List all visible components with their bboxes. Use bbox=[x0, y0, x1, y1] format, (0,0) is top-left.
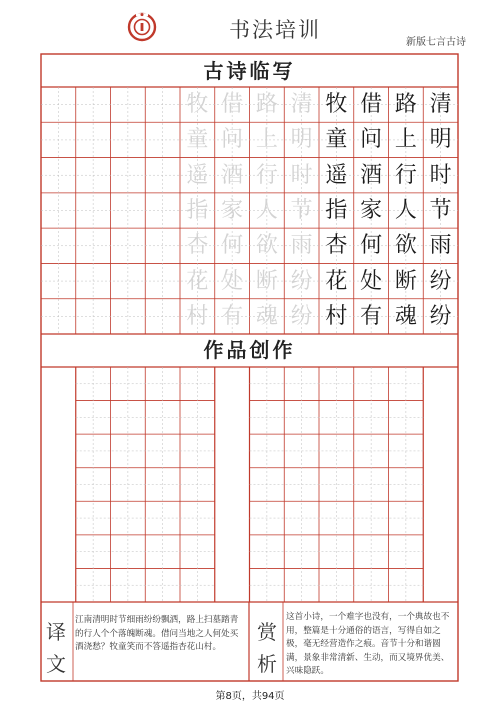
trace-character: 雨 bbox=[290, 233, 313, 259]
model-character: 问 bbox=[360, 127, 383, 153]
model-character: 处 bbox=[360, 268, 383, 294]
trace-character: 何 bbox=[221, 233, 244, 259]
model-character: 纷 bbox=[429, 268, 452, 294]
model-character: 家 bbox=[360, 198, 383, 223]
model-character: 花 bbox=[325, 268, 348, 294]
trace-character: 有 bbox=[221, 303, 244, 329]
edition-label: 新版七言古诗 bbox=[406, 37, 466, 48]
model-character: 上 bbox=[394, 127, 417, 153]
trace-character: 处 bbox=[221, 268, 244, 294]
model-character: 童 bbox=[325, 127, 348, 153]
model-character: 借 bbox=[360, 92, 383, 118]
trace-character: 欲 bbox=[255, 233, 278, 259]
trace-character: 花 bbox=[186, 268, 209, 294]
model-character: 魂 bbox=[394, 303, 417, 329]
model-character: 遥 bbox=[325, 162, 348, 188]
model-character: 杏 bbox=[325, 233, 348, 259]
trace-character: 魂 bbox=[255, 303, 278, 329]
trace-character: 问 bbox=[221, 127, 244, 153]
trace-character: 上 bbox=[255, 127, 278, 153]
model-character: 酒 bbox=[360, 162, 383, 188]
page-title: 书法培训 bbox=[229, 18, 321, 42]
model-character: 人 bbox=[394, 198, 417, 223]
model-character: 欲 bbox=[394, 233, 417, 259]
trace-character: 酒 bbox=[221, 162, 244, 188]
trace-character: 行 bbox=[255, 162, 278, 188]
model-character: 有 bbox=[360, 303, 383, 329]
trace-character: 纷 bbox=[290, 303, 313, 329]
model-character: 节 bbox=[429, 198, 452, 223]
model-character: 明 bbox=[429, 127, 452, 153]
trace-character: 借 bbox=[221, 92, 244, 118]
trace-character: 遥 bbox=[186, 162, 209, 188]
model-character: 清 bbox=[429, 92, 452, 118]
model-character: 雨 bbox=[429, 233, 452, 259]
trace-character: 路 bbox=[255, 92, 278, 118]
translation-label-2: 文 bbox=[46, 652, 66, 676]
translation-label-1: 译 bbox=[46, 620, 66, 644]
appreciation-label-1: 赏 bbox=[257, 620, 277, 644]
trace-character: 村 bbox=[186, 303, 209, 329]
trace-character: 断 bbox=[255, 268, 278, 294]
model-character: 指 bbox=[325, 198, 348, 223]
model-character: 纷 bbox=[429, 303, 452, 329]
creation-section-title: 作品创作 bbox=[203, 338, 296, 362]
trace-character: 纷 bbox=[290, 268, 313, 294]
model-character: 时 bbox=[429, 162, 452, 188]
model-character: 断 bbox=[394, 268, 417, 294]
trace-character: 家 bbox=[221, 198, 244, 223]
trace-character: 节 bbox=[290, 198, 313, 223]
translation-text: 江南清明时节细雨纷纷飘洒，路上扫墓踏青的行人个个落魄断魂。借问当地之人何处买酒浇愁？牧童笑而不答遥指杏花山村。 bbox=[75, 615, 239, 653]
practice-section-title: 古诗临写 bbox=[203, 59, 296, 83]
trace-character: 童 bbox=[186, 127, 209, 153]
trace-character: 杏 bbox=[186, 233, 209, 259]
trace-character: 人 bbox=[255, 198, 278, 223]
page-indicator: 第8页，共94页 bbox=[215, 691, 285, 702]
appreciation-text: 这首小诗，一个难字也没有，一个典故也不用，整篇是十分通俗的语言，写得自如之极，毫无经营造作之痕。音节十分和谐圆满，景象非常清新、生动，而又境界优美、兴味隐跃。 bbox=[286, 612, 450, 677]
model-character: 牧 bbox=[325, 92, 348, 118]
model-character: 村 bbox=[325, 303, 348, 329]
appreciation-label-2: 析 bbox=[257, 652, 277, 676]
model-character: 何 bbox=[360, 233, 383, 259]
trace-character: 时 bbox=[290, 162, 313, 188]
trace-character: 牧 bbox=[186, 92, 209, 118]
trace-character: 指 bbox=[186, 198, 209, 223]
model-character: 行 bbox=[394, 162, 417, 188]
model-character: 路 bbox=[394, 92, 417, 118]
trace-character: 清 bbox=[290, 92, 313, 118]
trace-character: 明 bbox=[290, 127, 313, 153]
